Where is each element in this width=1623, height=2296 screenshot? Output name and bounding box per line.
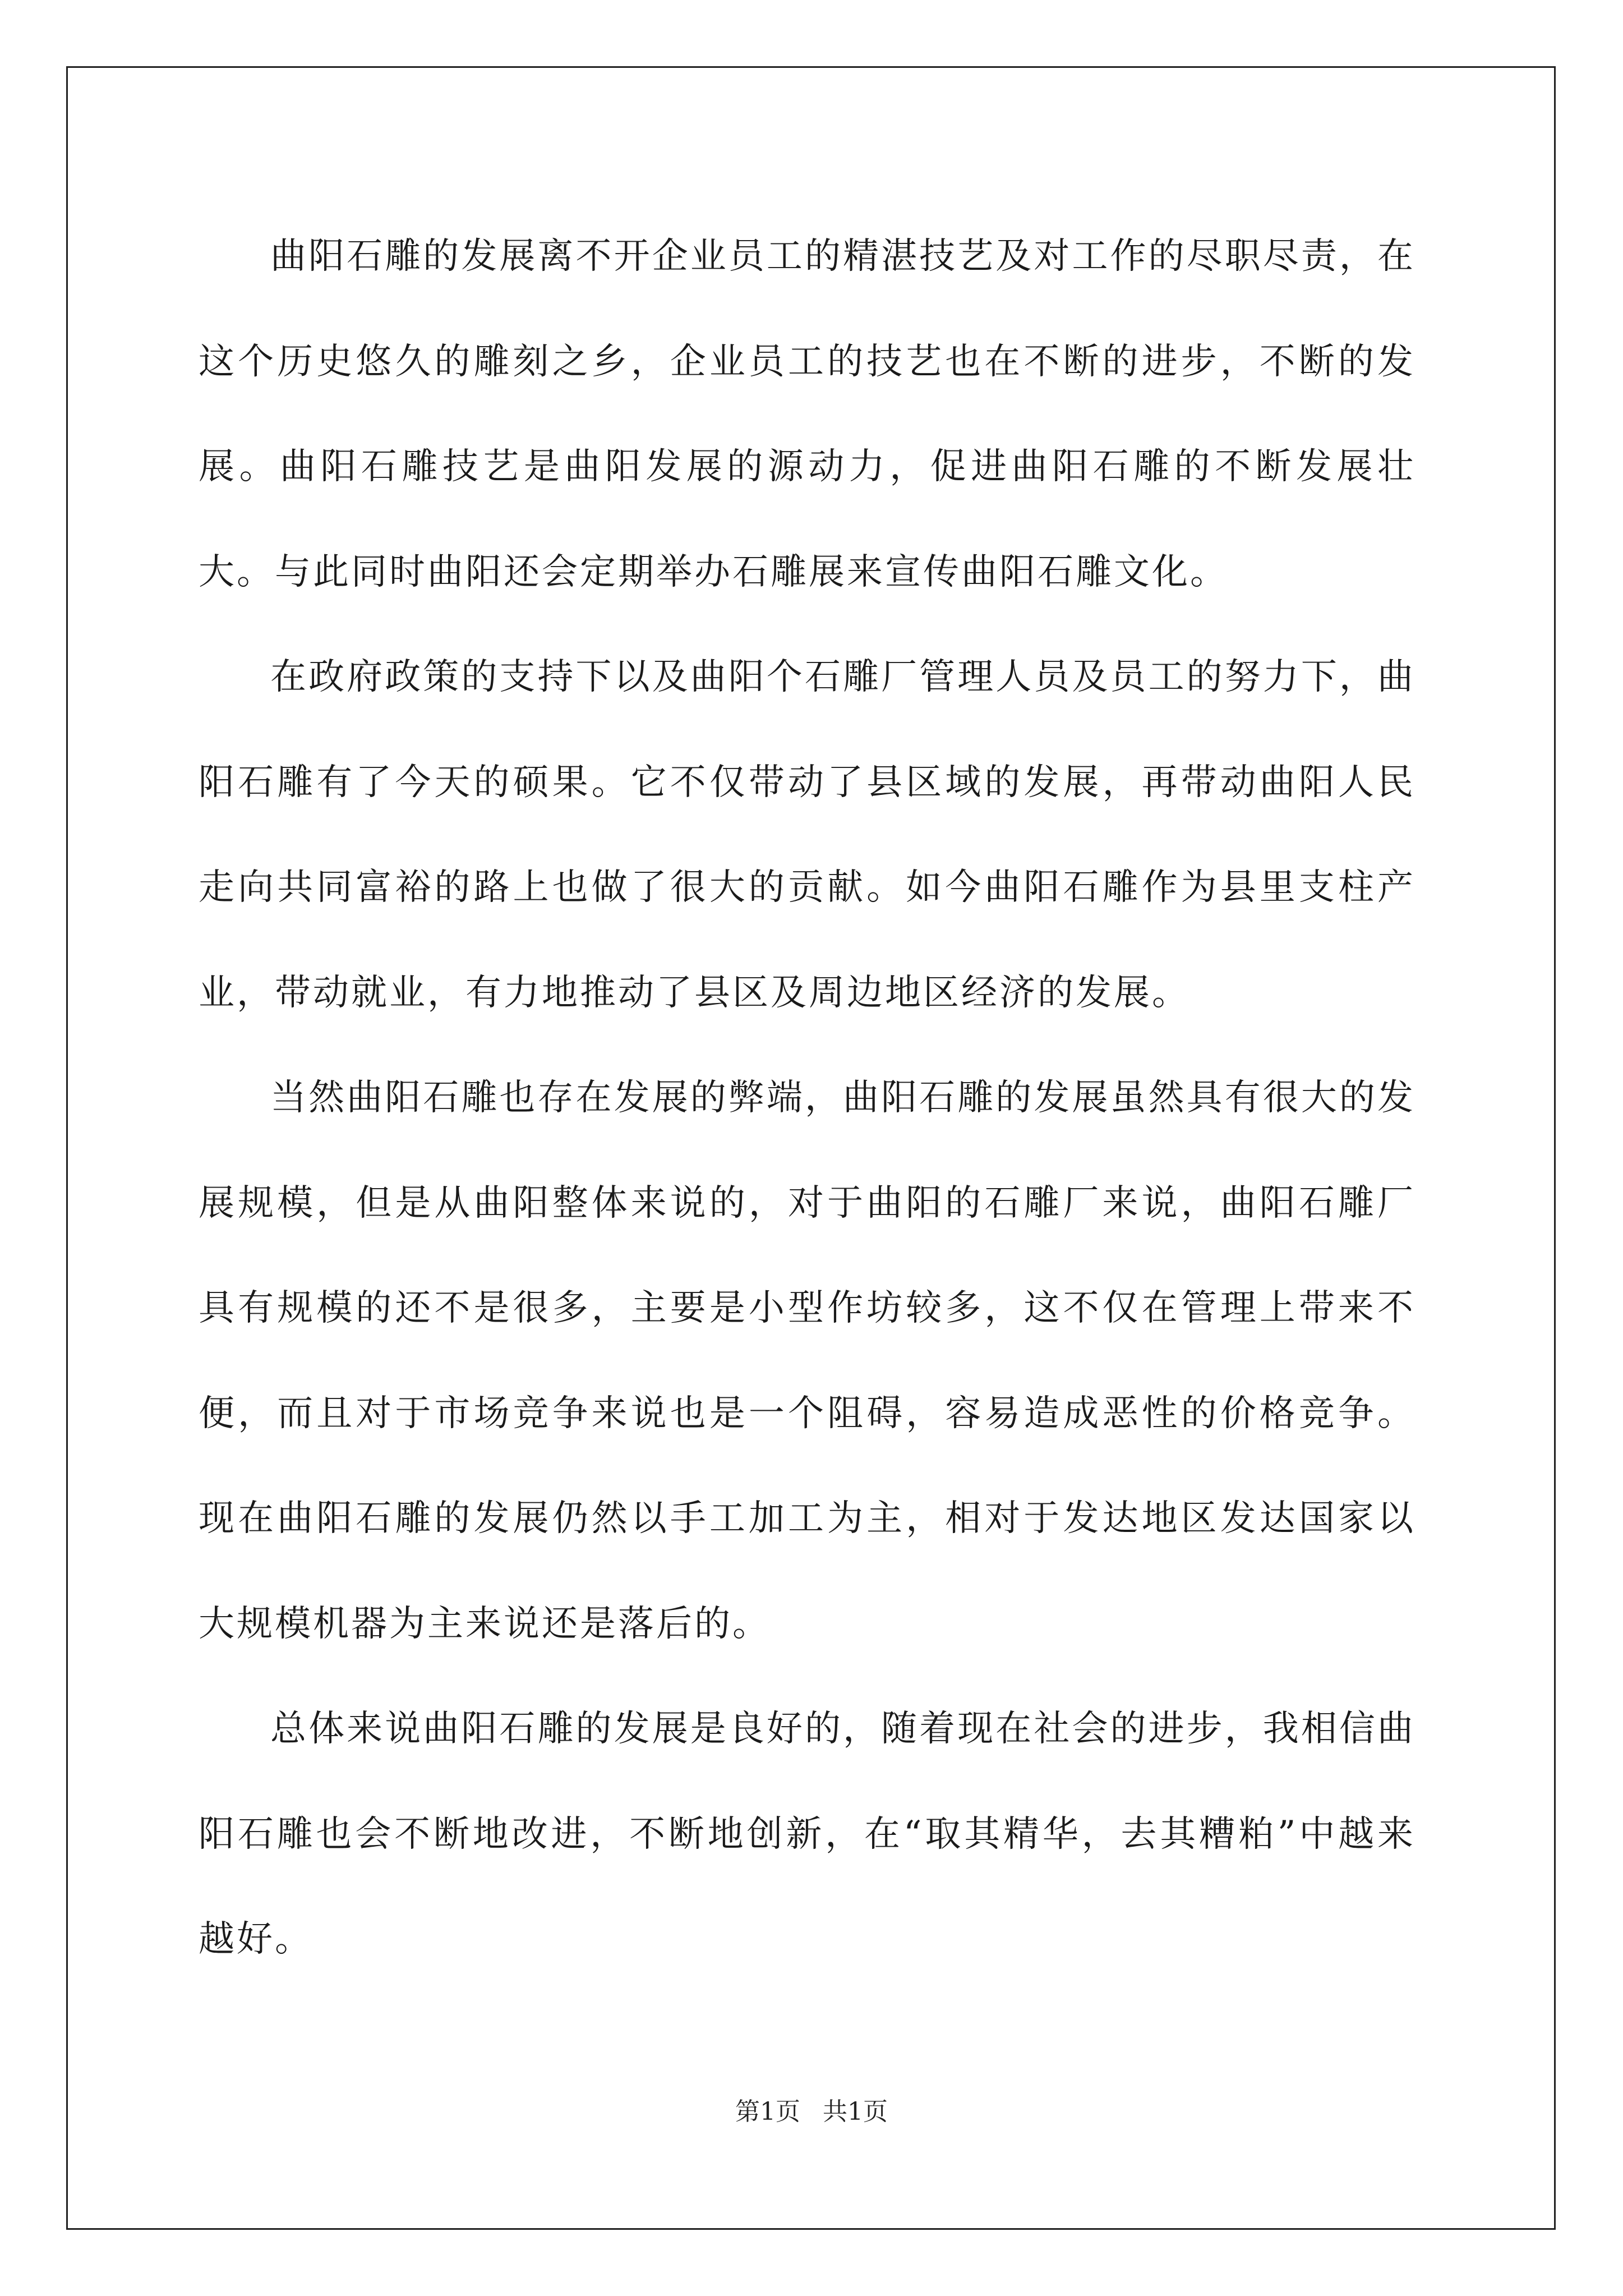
page-count: 共1页 xyxy=(823,2097,888,2126)
page-number: 第1页 xyxy=(735,2097,800,2126)
paragraph-3: 当然曲阳石雕也存在发展的弊端，曲阳石雕的发展虽然具有很大的发展规模，但是从曲阳整体来说的，对于曲阳的石雕厂来说，曲阳石雕厂具有规模的还不是很多，主要是小型作坊较多，这不仅在管理上带来不便，而且对于市场竞争来说也是一个阻碍，容易造成恶性的价格竞争。现在曲阳石雕的发展仍然以手工加工为主，相对于发达地区发达国家以大规模机器为主来说还是落后的。 xyxy=(199,1077,1415,1645)
page-footer xyxy=(0,2095,1623,2129)
paragraph-2: 在政府政策的支持下以及曲阳个石雕厂管理人员及员工的努力下，曲阳石雕有了今天的硕果。它不仅带动了县区域的发展，再带动曲阳人民走向共同富裕的路上也做了很大的贡献。如今曲阳石雕作为县里支柱产业，带动就业，有力地推动了县区及周边地区经济的发展。 xyxy=(199,656,1415,1014)
document-body xyxy=(199,204,1415,1993)
paragraph-1: 曲阳石雕的发展离不开企业员工的精湛技艺及对工作的尽职尽责，在这个历史悠久的雕刻之乡，企业员工的技艺也在不断的进步，不断的发展。曲阳石雕技艺是曲阳发展的源动力，促进曲阳石雕的不断发展壮大。与此同时曲阳还会定期举办石雕展来宣传曲阳石雕文化。 xyxy=(199,236,1415,593)
paragraph-4: 总体来说曲阳石雕的发展是良好的，随着现在社会的进步，我相信曲阳石雕也会不断地改进，不断地创新，在“取其精华，去其糟粕”中越来越好。 xyxy=(199,1708,1415,1960)
